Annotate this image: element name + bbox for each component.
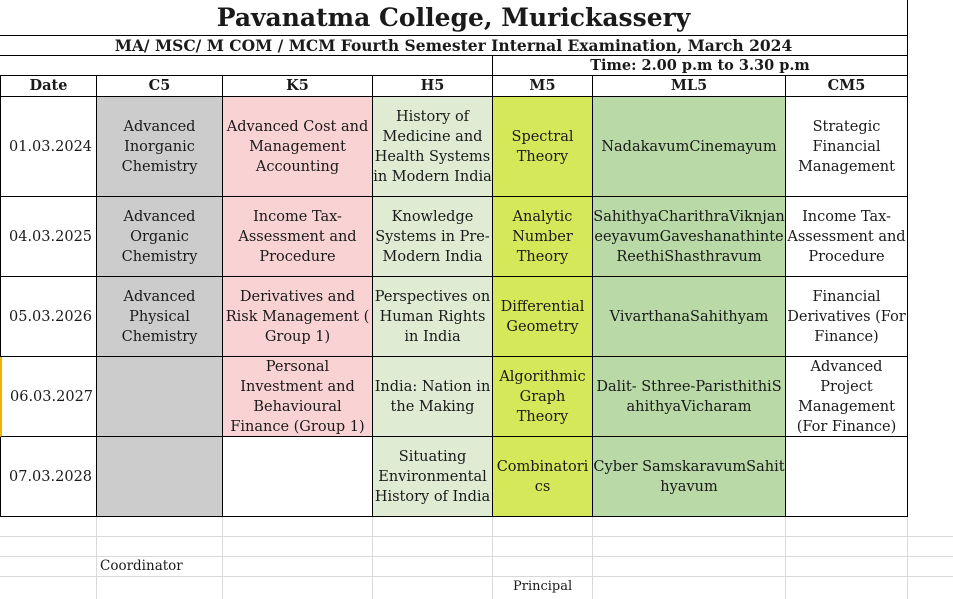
coordinator-label[interactable]: Coordinator [100, 558, 183, 574]
ml5-cell[interactable]: SahithyaCharithraViknjaneeyavumGaveshanathinteReethiShasthravum [593, 197, 786, 277]
college-title[interactable]: Pavanatma College, Murickassery [0, 0, 907, 36]
c5-cell[interactable] [97, 357, 223, 437]
ml5-cell[interactable]: VivarthanaSahithyam [593, 277, 786, 357]
cm5-cell[interactable]: Advanced Project Management (For Finance) [786, 357, 908, 437]
gridline [0, 556, 953, 557]
h5-cell[interactable]: History of Medicine and Health Systems in Modern India [373, 97, 493, 197]
cm5-cell[interactable]: Income Tax- Assessment and Procedure [786, 197, 908, 277]
k5-cell[interactable]: Derivatives and Risk Management ( Group 1) [223, 277, 373, 357]
h5-cell[interactable]: Perspectives on Human Rights in India [373, 277, 493, 357]
k5-cell[interactable]: Personal Investment and Behavioural Finance (Group 1) [223, 357, 373, 437]
k5-cell[interactable] [223, 437, 373, 517]
cm5-cell[interactable] [786, 437, 908, 517]
time-label[interactable]: Time: 2.00 p.m to 3.30 p.m [492, 56, 907, 76]
c5-cell[interactable]: Advanced Physical Chemistry [97, 277, 223, 357]
col-header-m5[interactable]: M5 [493, 76, 593, 97]
ml5-cell[interactable]: Dalit- Sthree-ParisthithiSahithyaVicharam [593, 357, 786, 437]
col-header-ml5[interactable]: ML5 [593, 76, 786, 97]
exam-title[interactable]: MA/ MSC/ M COM / MCM Fourth Semester Internal Examination, March 2024 [0, 36, 907, 56]
principal-label[interactable]: Principal [513, 579, 573, 594]
gridline [0, 576, 953, 577]
k5-cell[interactable]: Advanced Cost and Management Accounting [223, 97, 373, 197]
col-header-cm5[interactable]: CM5 [786, 76, 908, 97]
date-cell[interactable]: 04.03.2025 [0, 197, 97, 277]
cm5-cell[interactable]: Financial Derivatives (For Finance) [786, 277, 908, 357]
h5-cell[interactable]: Knowledge Systems in Pre- Modern India [373, 197, 493, 277]
c5-cell[interactable]: Advanced Organic Chemistry [97, 197, 223, 277]
c5-cell[interactable] [97, 437, 223, 517]
gridline [0, 536, 953, 537]
m5-cell[interactable]: Combinatorics [493, 437, 593, 517]
ml5-cell[interactable]: Cyber SamskaravumSahithyavum [593, 437, 786, 517]
h5-cell[interactable]: Situating Environmental History of India [373, 437, 493, 517]
border-line [907, 0, 908, 76]
m5-cell[interactable]: Analytic Number Theory [493, 197, 593, 277]
col-header-h5[interactable]: H5 [373, 76, 493, 97]
date-cell[interactable]: 01.03.2024 [0, 97, 97, 197]
col-header-k5[interactable]: K5 [223, 76, 373, 97]
date-cell[interactable]: 07.03.2028 [0, 437, 97, 517]
m5-cell[interactable]: Differential Geometry [493, 277, 593, 357]
col-header-date[interactable]: Date [0, 76, 97, 97]
date-cell[interactable]: 05.03.2026 [0, 277, 97, 357]
blank-cell[interactable] [0, 56, 492, 76]
h5-cell[interactable]: India: Nation in the Making [373, 357, 493, 437]
c5-cell[interactable]: Advanced Inorganic Chemistry [97, 97, 223, 197]
m5-cell[interactable]: Algorithmic Graph Theory [493, 357, 593, 437]
ml5-cell[interactable]: NadakavumCinemayum [593, 97, 786, 197]
k5-cell[interactable]: Income Tax- Assessment and Procedure [223, 197, 373, 277]
m5-cell[interactable]: Spectral Theory [493, 97, 593, 197]
col-header-c5[interactable]: C5 [97, 76, 223, 97]
cm5-cell[interactable]: Strategic Financial Management [786, 97, 908, 197]
date-cell[interactable]: 06.03.2027 [0, 357, 97, 437]
